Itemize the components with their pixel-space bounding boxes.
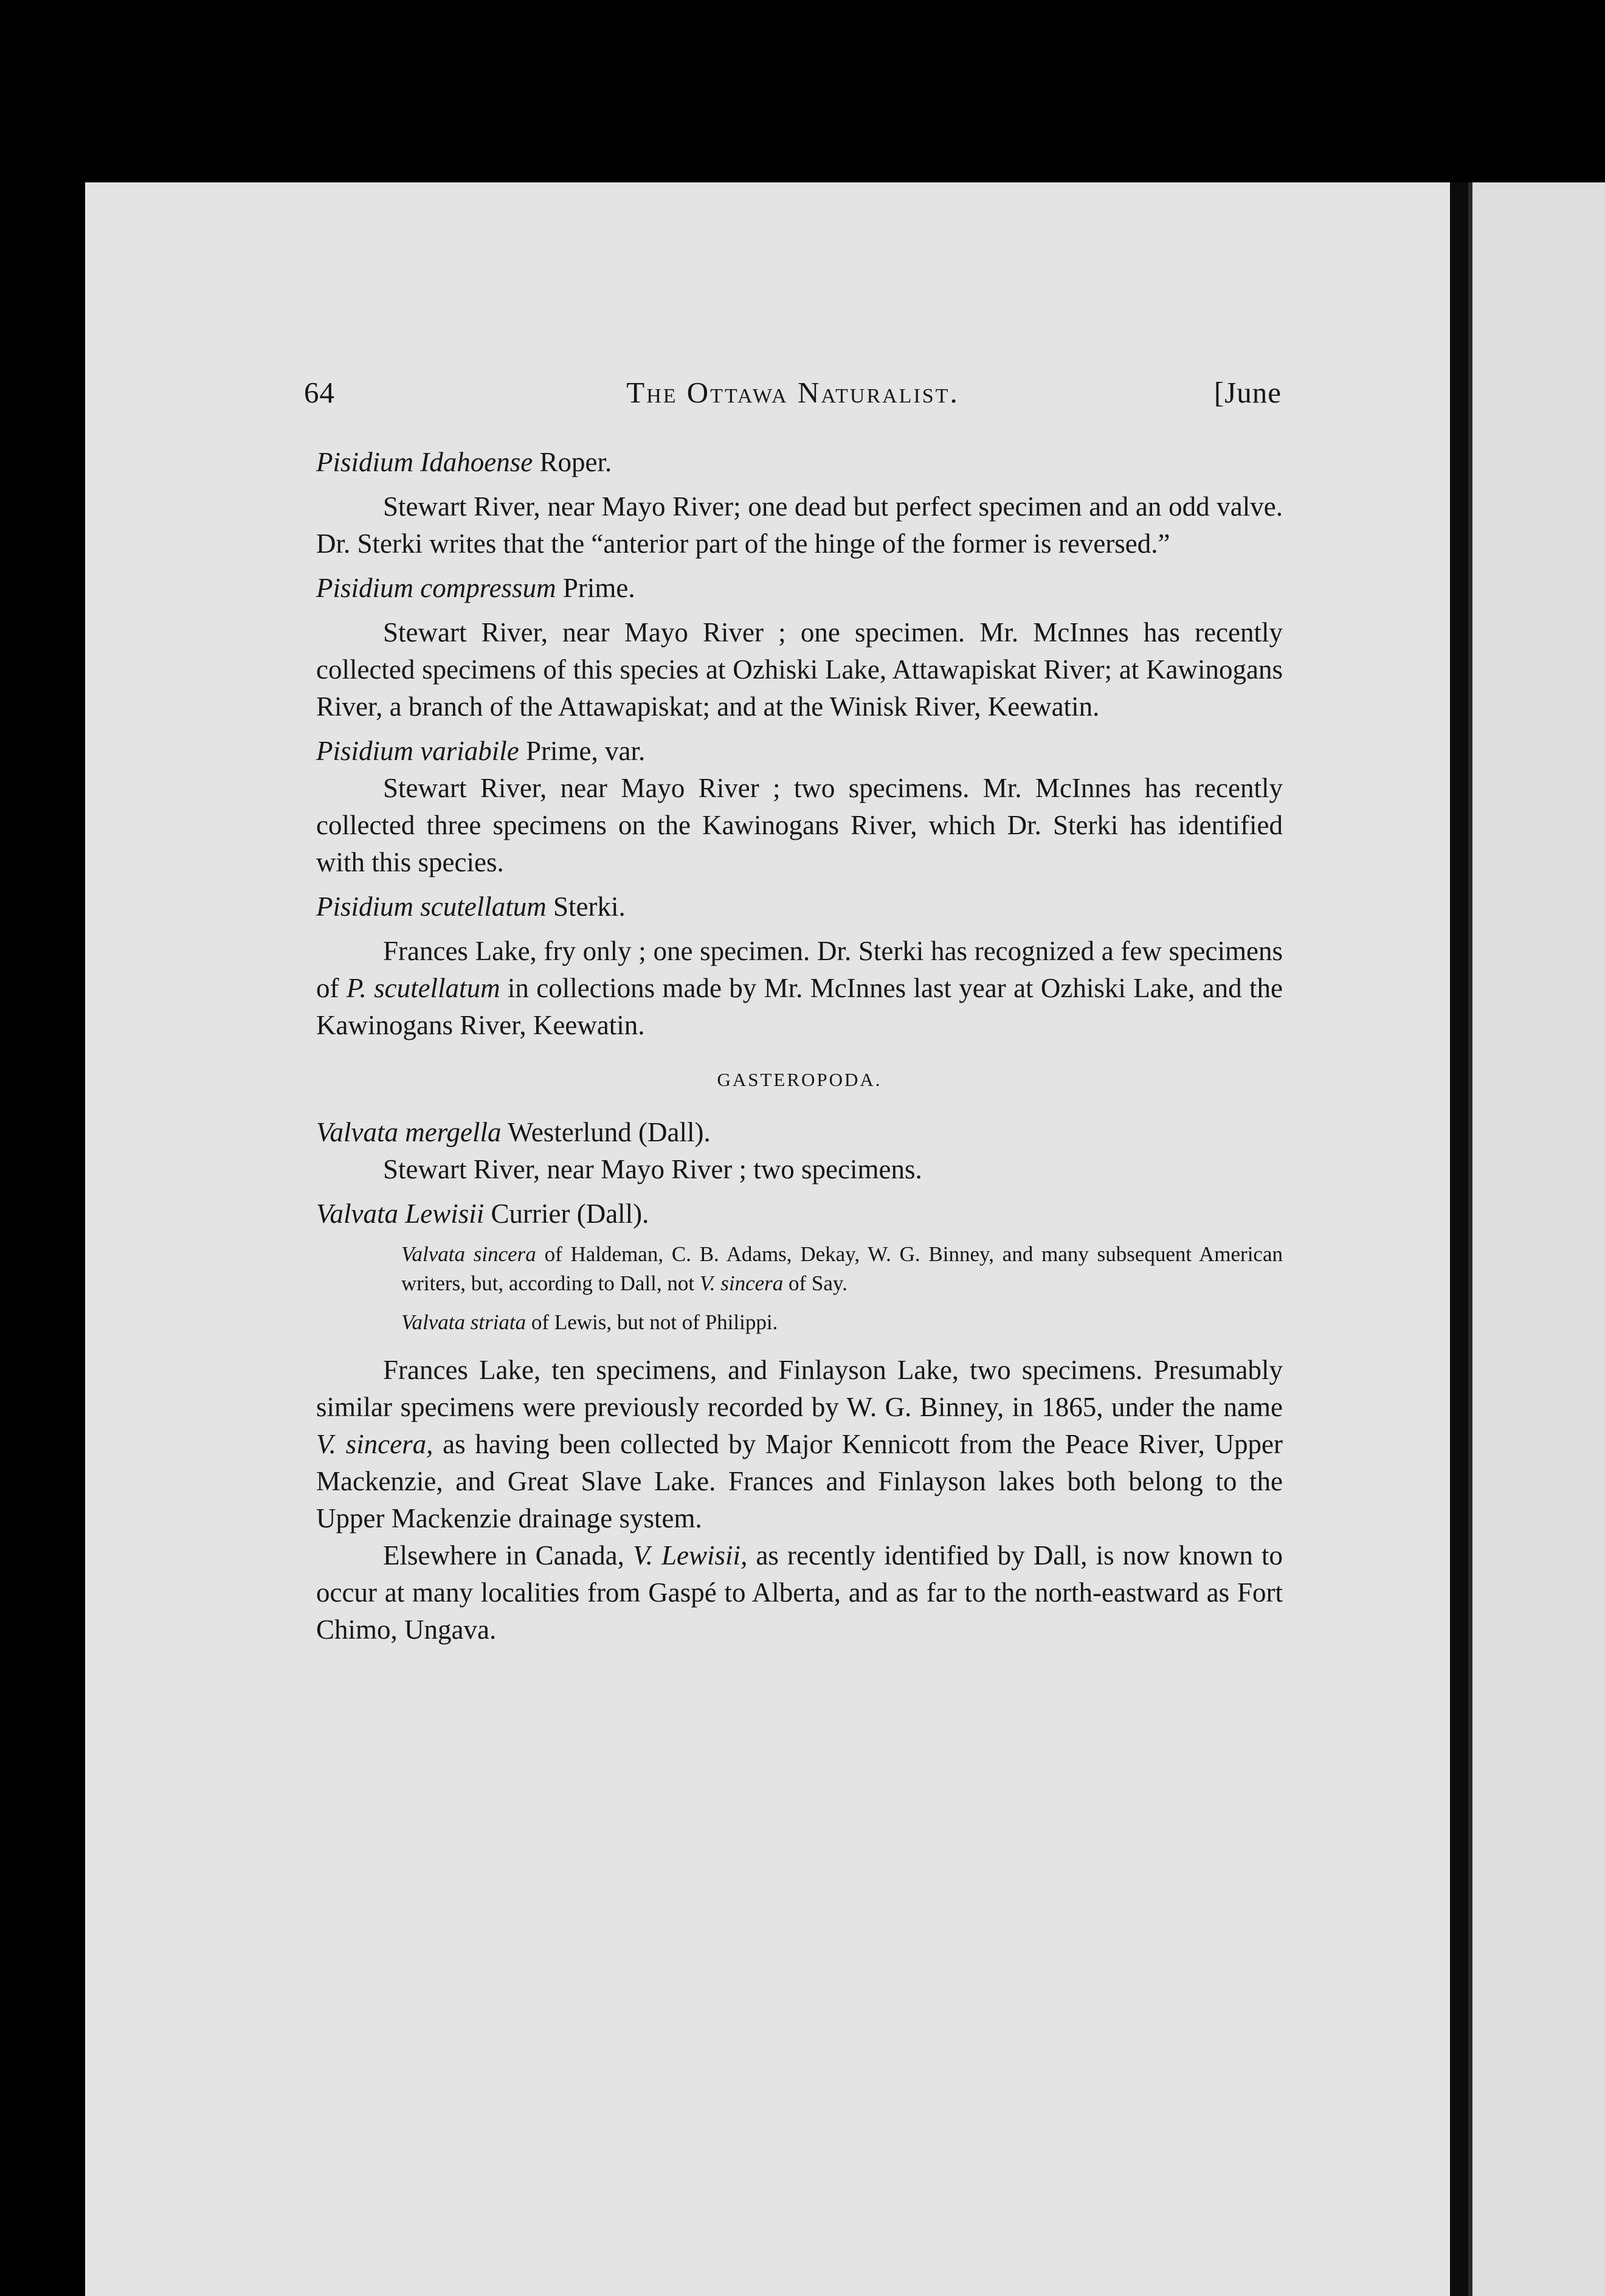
- paragraph-text: Frances Lake, fry only ; one specimen. Dr. Sterki has recognized a few specimens of: [316, 936, 1283, 1003]
- facing-page-edge: [1468, 182, 1605, 2296]
- paragraph: Stewart River, near Mayo River ; one specimen. Mr. McInnes has recently collected specimens of this species at Ozhiski Lake, Attawapiskat River; at Kawinogans River, a branch of the Attawapiskat; and at the Winisk River, Keewatin.: [316, 617, 1283, 722]
- paragraph-text: Frances Lake, ten specimens, and Finlayson Lake, two specimens. Presumably similar specimens were previously recorded by W. G. Binney, in 1865, under the name: [316, 1355, 1283, 1422]
- species-heading: [316, 570, 1283, 607]
- species-heading: [316, 444, 1283, 481]
- synonym-italic: V. sincera: [699, 1271, 784, 1295]
- synonym-text: of Say.: [783, 1271, 847, 1295]
- species-name: Pisidium compressum: [316, 573, 556, 603]
- species-authority: Roper.: [533, 447, 612, 477]
- issue-month: [June: [1213, 376, 1282, 409]
- species-name: Pisidium variabile: [316, 736, 519, 766]
- species-authority: Prime, var.: [519, 736, 646, 766]
- page-number: 64: [304, 376, 335, 409]
- species-heading: [316, 888, 1283, 925]
- species-authority: Prime.: [556, 573, 635, 603]
- paragraph: Stewart River, near Mayo River; one dead but perfect specimen and an odd valve. Dr. Sterki writes that the “anterior part of the hinge of the former is reversed.”: [316, 491, 1283, 559]
- paragraph-text: as recently identified by Dall, is now known to occur at many localities from Gaspé to Alberta, and as far to the north-eastward as Fort Chimo, Ungava.: [316, 1540, 1283, 1645]
- paragraph: Stewart River, near Mayo River ; two specimens. Mr. McInnes has recently collected three specimens on the Kawinogans River, which Dr. Sterki has identified with this species.: [316, 773, 1283, 877]
- species-name: Valvata Lewisii: [316, 1198, 485, 1229]
- species-heading: [316, 733, 1283, 770]
- synonym-text: of Lewis, but not of Philippi.: [526, 1310, 778, 1334]
- species-name: Valvata mergella: [316, 1117, 502, 1147]
- species-heading: [316, 1195, 1283, 1233]
- species-authority: Currier (Dall).: [484, 1198, 649, 1229]
- species-authority: Sterki.: [546, 891, 626, 922]
- paragraph-text: Elsewhere in Canada,: [383, 1540, 633, 1571]
- page-gutter: [1450, 182, 1468, 2296]
- article-body: [316, 444, 1283, 1648]
- paragraph-italic: P. scutellatum: [346, 973, 500, 1003]
- paragraph: Stewart River, near Mayo River ; two specimens.: [383, 1154, 922, 1184]
- facing-page-rule: [1468, 182, 1472, 2296]
- paragraph: [316, 933, 1283, 1044]
- species-authority: Westerlund (Dall).: [501, 1117, 711, 1147]
- species-name: Pisidium scutellatum: [316, 891, 547, 922]
- journal-title: The Ottawa Naturalist.: [626, 376, 959, 409]
- section-heading: GASTEROPODA.: [717, 1069, 882, 1090]
- species-heading: [316, 1114, 1283, 1151]
- species-name: Pisidium Idahoense: [316, 447, 533, 477]
- paragraph-text: in collections made by Mr. McInnes last year at Ozhiski Lake, and the Kawinogans River, Keewatin.: [316, 973, 1283, 1040]
- paragraph: [316, 1537, 1283, 1648]
- running-header: [304, 375, 1282, 418]
- paragraph-italic: V. sincera,: [316, 1429, 433, 1459]
- synonym-italic: Valvata sincera: [401, 1242, 536, 1266]
- synonym-text: of Haldeman, C. B. Adams, Dekay, W. G. Binney, and many subsequent American writers, but, according to Dall, not: [401, 1242, 1283, 1295]
- synonym-italic: Valvata striata: [401, 1310, 526, 1334]
- paragraph-text: as having been collected by Major Kennicott from the Peace River, Upper Mackenzie, and Great Slave Lake. Frances and Finlayson lakes both belong to the Upper Mackenzie drainage system.: [316, 1429, 1283, 1534]
- paragraph: [316, 1352, 1283, 1537]
- synonym-note: [401, 1308, 1283, 1337]
- synonym-note: [401, 1240, 1283, 1298]
- paragraph-italic: V. Lewisii,: [632, 1540, 748, 1571]
